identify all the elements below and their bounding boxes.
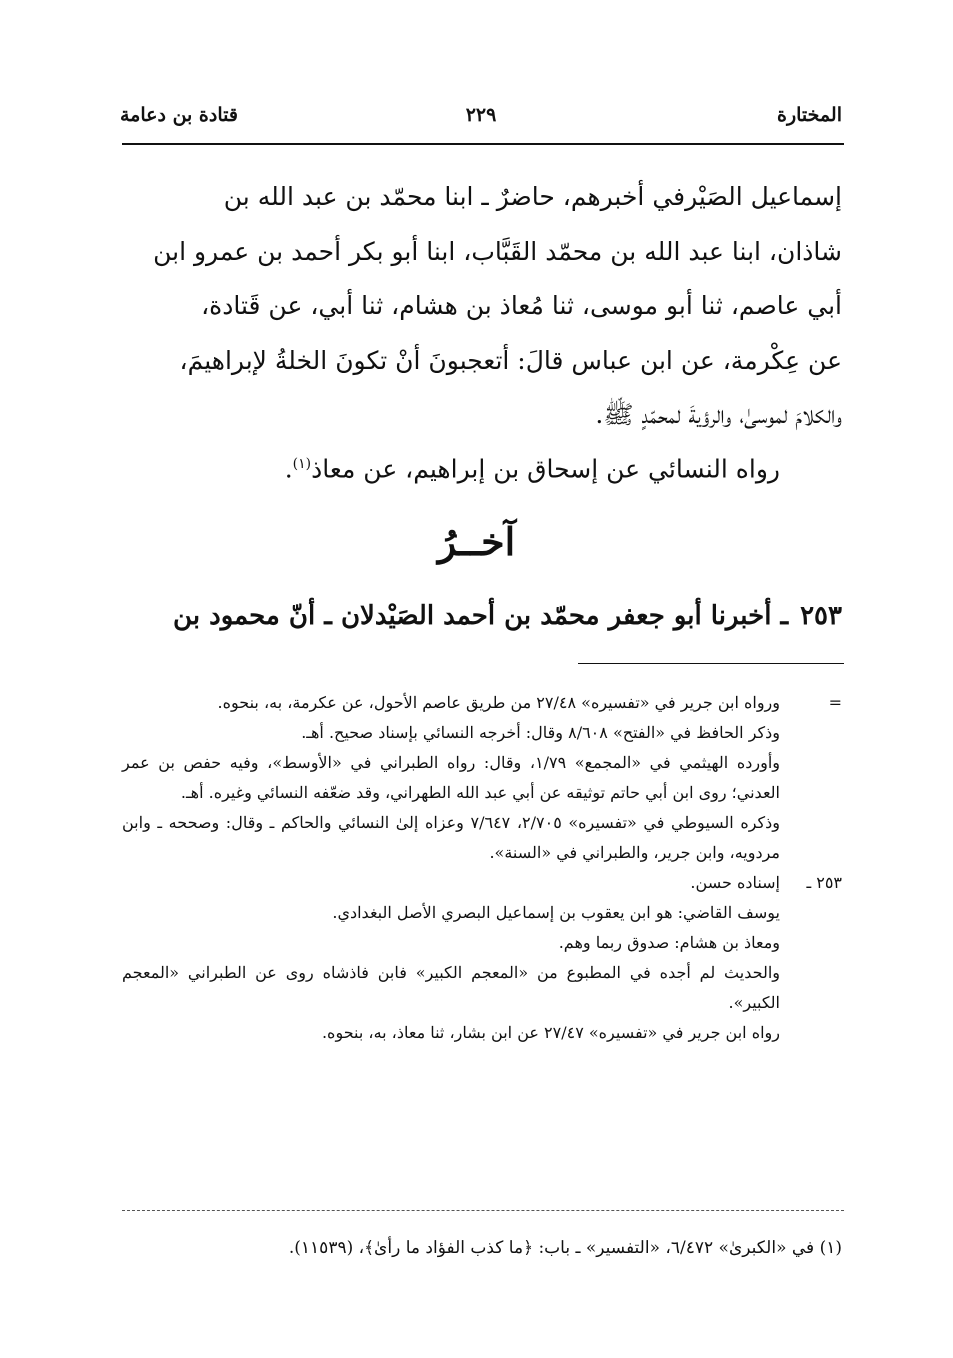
reference-text: رواه النسائي عن إسحاق بن إبراهيم، عن معاذ (311, 454, 780, 484)
commentary-notes (122, 688, 842, 1048)
reference-line (122, 437, 842, 496)
note-marker: ٢٥٣ ـ (806, 873, 842, 892)
note-text: والحديث لم أجده في المطبوع من «المعجم الكبير» فابن فاذشاه روى عن الطبراني «المعجم الكبير». (122, 963, 780, 1012)
hadith-start (122, 590, 842, 642)
text-line: والكلامَ لموسىٰ، والرؤيةَ لمحمّدٍ ﷺ. (595, 400, 842, 429)
note-text: وأورده الهيثمي في «المجمع» ١/٧٩، وقال: رواه الطبراني في «الأوسط»، وفيه حفص بن عمر العدني؛ روى ابن أبي حاتم توثيقه عن أبي عبد الله الطهراني، وقد ضعّفه النسائي وغيره. أهـ. (122, 753, 781, 802)
note-row (122, 718, 842, 748)
footnote: (١) في «الكبرىٰ» ٦/٤٧٢، «التفسير» ـ باب: ﴿ما كذب الفؤاد ما رأىٰ﴾، (١١٥٣٩). (288, 1238, 842, 1258)
page-number: ٢٢٩ (465, 104, 497, 126)
note-row (122, 868, 842, 898)
note-text: يوسف القاضي: هو ابن يعقوب بن إسماعيل البصري الأصل البغدادي. (332, 903, 780, 922)
note-text: رواه ابن جرير في «تفسيره» ٢٧/٤٧ عن ابن بشار، ثنا معاذ، به، بنحوه. (321, 1023, 780, 1042)
note-text: إسناده حسن. (690, 873, 780, 892)
notes-rule (578, 663, 844, 664)
note-marker: = (828, 693, 842, 712)
text-line: عن عِكْرمة، عن ابن عباس قالَ: أتعجبونَ أنْ تكونَ الخلةُ لإبراهيمَ، (179, 345, 842, 375)
hadith-text: ـ أخبرنا أبو جعفر محمّد بن أحمد الصَيْدلان ـ أنّ محمود بن (173, 601, 789, 631)
header-rule (122, 143, 844, 145)
reference-end: . (284, 454, 293, 484)
note-row (122, 808, 842, 868)
note-row (122, 958, 842, 1018)
book-title: المختارة (777, 104, 842, 126)
hadith-number: ٢٥٣ (800, 601, 842, 631)
note-row (122, 688, 842, 718)
note-text: ورواه ابن جرير في «تفسيره» ٢٧/٤٨ من طريق عاصم الأحول، عن عكرمة، به، بنحوه. (217, 693, 780, 712)
text-line: إسماعيل الصَيْرفي أخبرهم، حاضرٌ ـ ابنا محمّد بن عبد الله بن (223, 182, 842, 211)
main-text (122, 170, 842, 443)
text-line: شاذان، ابنا عبد الله بن محمّد القَبَّاب، ابنا أبو بكر أحمد بن عمرو ابن (153, 236, 842, 266)
note-text: ومعاذ بن هشام: صدوق ربما وهم. (558, 933, 780, 952)
footnote-divider (122, 1210, 844, 1211)
section-heading: آخــرُ (437, 519, 516, 564)
note-row (122, 898, 842, 928)
note-text: وذكر الحافظ في «الفتح» ٨/٦٠٨ وقال: أخرجه النسائي بإسناد صحيح. أهـ. (301, 723, 780, 742)
footnote-marker[interactable]: (١) (292, 456, 312, 472)
note-text: وذكره السيوطي في «تفسيره» ٢/٧٠٥، ٧/٦٤٧ وعزاه إلىٰ النسائي والحاكم ـ وقال: وصححه ـ وابن مردويه، وابن جرير، والطبراني في «السنة». (122, 813, 781, 862)
running-header (120, 104, 842, 138)
note-row (122, 1018, 842, 1048)
text-line: أبي عاصم، ثنا أبو موسى، ثنا مُعاذ بن هشام، ثنا أبي، عن قَتادة، (201, 291, 842, 320)
note-row (122, 748, 842, 808)
chapter-title: قتادة بن دعامة (120, 104, 238, 126)
note-row (122, 928, 842, 958)
